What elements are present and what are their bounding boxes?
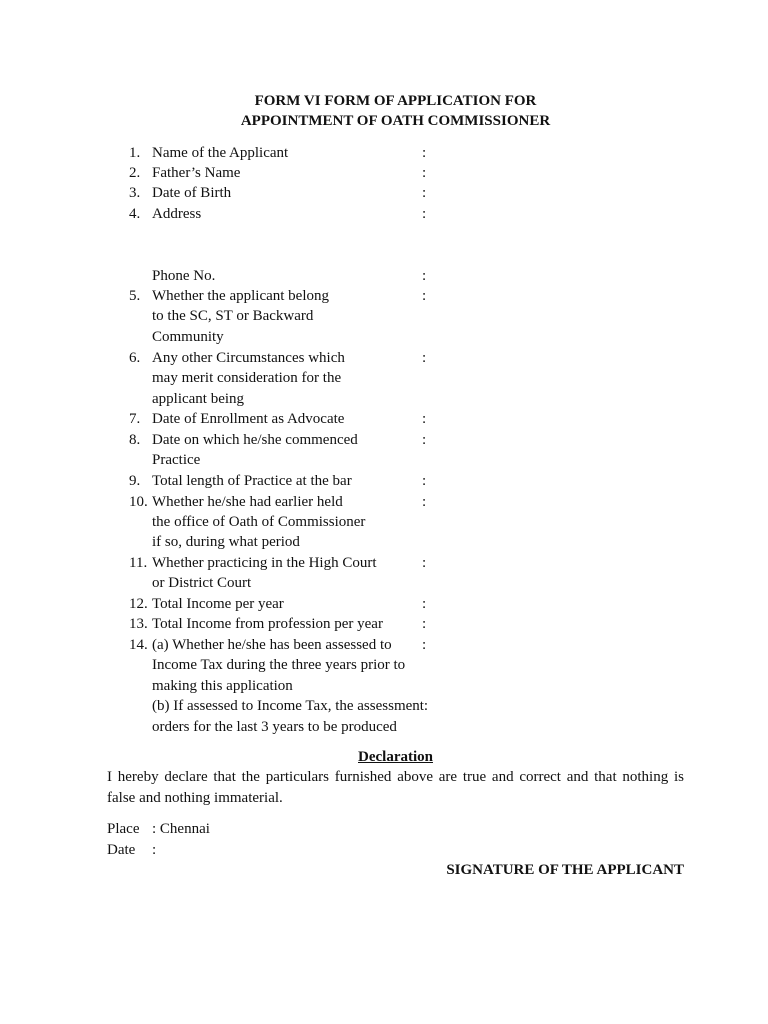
field-label: making this application xyxy=(152,678,293,694)
date-value: : xyxy=(152,842,157,858)
place-label: Place xyxy=(107,821,140,837)
form-title-line-2: APPOINTMENT OF OATH COMMISSIONER xyxy=(240,113,551,129)
field-number: 5. xyxy=(129,288,141,304)
field-label: Any other Circumstances which xyxy=(152,350,345,366)
field-label: Income Tax during the three years prior to xyxy=(152,657,406,673)
field-colon: : xyxy=(422,411,427,427)
field-label: Whether the applicant belong xyxy=(152,288,330,304)
field-label: Total length of Practice at the bar xyxy=(152,473,352,489)
field-label: Total Income per year xyxy=(152,596,284,612)
field-label: may merit consideration for the xyxy=(152,370,342,386)
field-label: (a) Whether he/she has been assessed to xyxy=(152,637,392,653)
field-label: Name of the Applicant xyxy=(152,145,289,161)
field-colon: : xyxy=(422,494,427,510)
field-label: Father’s Name xyxy=(152,165,241,181)
field-number: 10. xyxy=(129,494,148,510)
field-number: 1. xyxy=(129,145,141,161)
field-label-phone: Phone No. xyxy=(152,268,216,284)
form-title-line-1: FORM VI FORM OF APPLICATION FOR xyxy=(254,93,537,109)
field-colon: : xyxy=(422,268,427,284)
field-colon: : xyxy=(422,432,427,448)
field-number: 6. xyxy=(129,350,141,366)
field-number: 4. xyxy=(129,206,141,222)
field-colon: : xyxy=(422,145,427,161)
field-label: the office of Oath of Commissioner xyxy=(152,514,366,530)
field-label: if so, during what period xyxy=(152,534,300,550)
field-label: Date on which he/she commenced xyxy=(152,432,358,448)
field-number: 12. xyxy=(129,596,148,612)
field-colon: : xyxy=(422,206,427,222)
field-number: 7. xyxy=(129,411,141,427)
field-label: Address xyxy=(152,206,202,222)
place-value: : Chennai xyxy=(152,821,210,837)
field-number: 9. xyxy=(129,473,141,489)
field-number: 8. xyxy=(129,432,141,448)
field-number: 2. xyxy=(129,165,141,181)
field-colon: : xyxy=(422,616,427,632)
field-label: Date of Enrollment as Advocate xyxy=(152,411,345,427)
field-colon: : xyxy=(422,350,427,366)
field-label: Date of Birth xyxy=(152,185,232,201)
field-colon: : xyxy=(422,165,427,181)
field-label: or District Court xyxy=(152,575,252,591)
field-number: 3. xyxy=(129,185,141,201)
field-label: to the SC, ST or Backward xyxy=(152,308,314,324)
field-label: applicant being xyxy=(152,391,245,407)
field-colon: : xyxy=(422,473,427,489)
declaration-heading: Declaration xyxy=(358,749,433,765)
field-colon: : xyxy=(422,185,427,201)
field-colon: : xyxy=(422,288,427,304)
field-label: Whether practicing in the High Court xyxy=(152,555,377,571)
field-label: Whether he/she had earlier held xyxy=(152,494,343,510)
field-colon: : xyxy=(422,596,427,612)
field-number: 14. xyxy=(129,637,148,653)
field-colon: : xyxy=(422,555,427,571)
field-label: Community xyxy=(152,329,224,345)
field-label: Practice xyxy=(152,452,201,468)
field-colon: : xyxy=(422,637,427,653)
field-number: 11. xyxy=(129,555,148,571)
date-label: Date xyxy=(107,842,136,858)
field-label: orders for the last 3 years to be produced xyxy=(152,719,397,735)
field-number: 13. xyxy=(129,616,148,632)
field-label: Total Income from profession per year xyxy=(152,616,383,632)
field-label: (b) If assessed to Income Tax, the assessment: xyxy=(152,698,429,714)
signature-label: SIGNATURE OF THE APPLICANT xyxy=(446,862,684,878)
declaration-text: I hereby declare that the particulars furnished above are true and correct and that nothing is false and nothing immaterial. xyxy=(107,769,684,806)
